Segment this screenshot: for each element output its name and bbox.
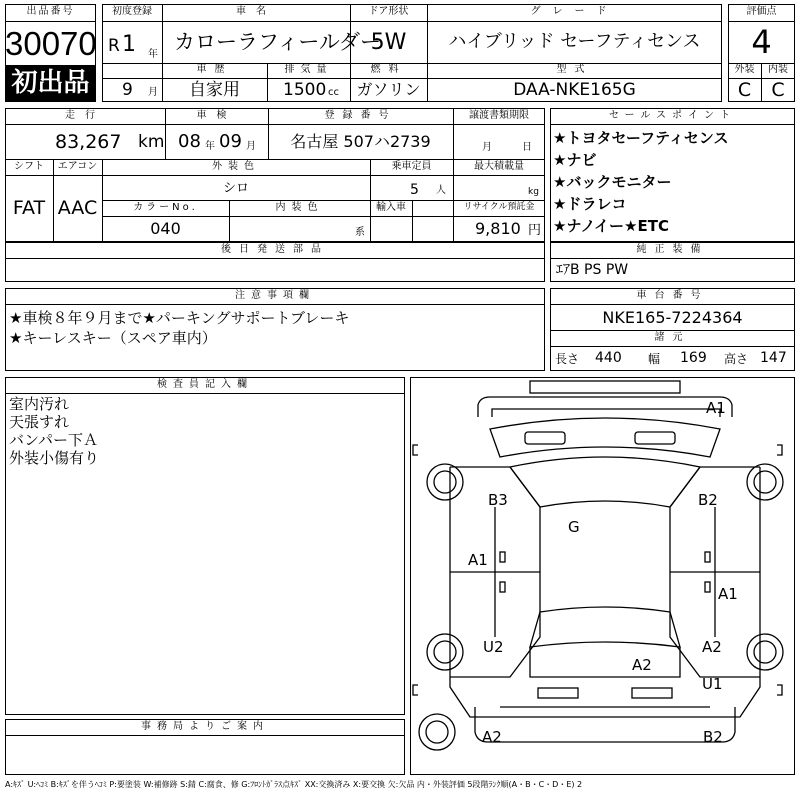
inspection-month-unit: 月 [246,141,256,152]
width-label: 幅 [648,352,661,366]
fuel-label: 燃料 [370,64,407,75]
car-damage-diagram [410,377,795,775]
history: 自家用 [189,80,240,100]
damage-legend: A:ｷｽﾞ U:ﾍｺﾐ B:ｷｽﾞを伴うﾍｺﾐ P:要塗装 W:補修跡 S:錆 C:腐食、修 G:ﾌﾛﾝﾄｶﾞﾗｽ点ｷｽﾞ XX:交換済み X:要交換 欠:欠品 内・外装評価 5段階ﾗﾝｸ順(A・B・C・D・E) 2 [5,780,583,789]
length-label: 長さ [555,352,580,366]
door-type: 5W [370,30,407,55]
length: 440 [595,350,622,366]
chassis-label: 車台番号 [636,290,709,301]
inspection-year-unit: 年 [205,141,215,152]
sales-point-item: ★ドラレコ [553,195,627,213]
lot-number-label: 出品番号 [26,6,75,17]
displacement: 1500 [283,80,327,100]
exterior-grade-label: 外装 [734,64,755,75]
inspection-label: 車検 [196,110,237,121]
specs-label: 諸元 [654,332,691,343]
max-load-label: 最大積載量 [474,161,524,172]
door-type-label: ドア形状 [368,6,409,17]
height-label: 高さ [724,352,749,366]
mark-rear-bumper-left: A2 [482,728,502,746]
capacity-unit: 人 [436,185,446,196]
recycle-deposit: 9,810 [475,219,521,238]
transfer-month-unit: 月 [482,142,492,153]
month-unit: 月 [148,87,158,98]
exterior-color: シロ [222,181,249,196]
width: 169 [680,350,707,366]
shift: FAT [12,197,46,219]
mark-right-rear-lower: U1 [702,675,723,693]
aircon-label: エアコン [57,161,98,172]
first-registration-label: 初度登録 [112,6,152,17]
inspector-note: 外装小傷有り [9,449,100,467]
fuel: ガソリン [356,80,421,99]
recycle-deposit-label: リサイクル預託金 [463,202,535,212]
inspector-note: 天張すれ [9,413,70,431]
transfer-deadline-label: 譲渡書類期限 [469,110,529,121]
import-label: 輸入車 [376,202,406,213]
score-label: 評価点 [746,6,777,17]
registration-year: 1 [122,32,136,57]
caution-line: ★キーレスキー（スペア車内） [9,329,217,347]
mileage-unit: km [138,132,165,152]
max-load-unit: kg [528,187,539,197]
sales-points-label: セールスポイント [608,110,737,121]
chassis-number: NKE165-7224364 [602,308,743,327]
plate-number: 名古屋 507ハ2739 [290,132,431,151]
interior-color-unit: 系 [355,227,365,238]
mark-right-rear-door: A1 [718,585,738,603]
inspector-label: 検査員記入欄 [157,379,253,390]
displacement-unit: cc [328,87,339,98]
recycle-deposit-unit: 円 [528,223,542,238]
genuine-equipment: ｴｱB PS PW [556,262,629,278]
first-listing-badge: 初出品 [6,66,95,101]
interior-grade: C [771,79,785,101]
inspector-note: バンパー下Ａ [9,431,98,449]
caution-label: 注意事項欄 [235,290,315,301]
aircon: AAC [57,197,98,219]
later-parts-label: 後日発送部品 [221,244,329,255]
lot-number: 30070 [5,25,97,62]
interior-grade-label: 内装 [768,64,788,75]
mark-left-front-fender: B3 [488,491,508,509]
mark-right-front-fender: B2 [698,491,718,509]
mileage: 83,267 [55,131,122,153]
interior-color-label: 内装色 [275,202,324,213]
model: DAA-NKE165G [513,80,636,100]
office-notice-label: 事務局よりご案内 [141,721,269,732]
color-number-label: カラーNo. [133,202,198,213]
caution-line: ★車検８年９月まで★パーキングサポートブレーキ [9,309,350,327]
transfer-day-unit: 日 [522,142,532,153]
car-name-label: 車名 [236,6,276,17]
sales-point-item: ★トヨタセーフティセンス [553,129,729,147]
car-name: カローラフィールダー [174,30,382,54]
model-label: 型式 [556,64,593,75]
plate-label: 登録番号 [324,110,397,121]
exterior-color-label: 外装色 [212,161,260,172]
mark-right-rear-quarter: A2 [702,638,722,656]
shift-label: シフト [14,161,44,172]
history-label: 車歴 [196,64,233,75]
inspection-month: 09 [219,131,242,152]
displacement-label: 排気量 [284,64,333,75]
inspection-year: 08 [178,131,201,152]
grade-label: グレード [530,6,619,17]
mark-windshield: G [568,518,580,536]
height: 147 [760,350,787,366]
mark-left-rear-quarter: U2 [483,638,504,656]
mileage-label: 走行 [65,110,105,121]
sales-point-item: ★ナノイー★ETC [553,217,669,235]
mark-front-bumper: A1 [706,399,726,417]
inspector-note: 室内汚れ [9,395,70,413]
era: R [108,36,120,56]
sales-point-item: ★ナビ [553,151,597,169]
mark-roof-rear: A2 [632,656,652,674]
mark-left-front-door: A1 [468,551,488,569]
capacity: 5 [410,182,419,198]
year-unit: 年 [148,49,158,60]
exterior-grade: C [737,79,752,101]
color-number: 040 [150,219,181,238]
grade: ハイブリッド セーフティセンス [448,31,701,52]
capacity-label: 乗車定員 [391,161,432,172]
mark-rear-bumper-right: B2 [703,728,723,746]
registration-month: 9 [122,80,133,100]
sales-point-item: ★バックモニター [553,173,672,191]
genuine-equipment-label: 純正装備 [636,244,709,255]
score: 4 [751,23,772,61]
